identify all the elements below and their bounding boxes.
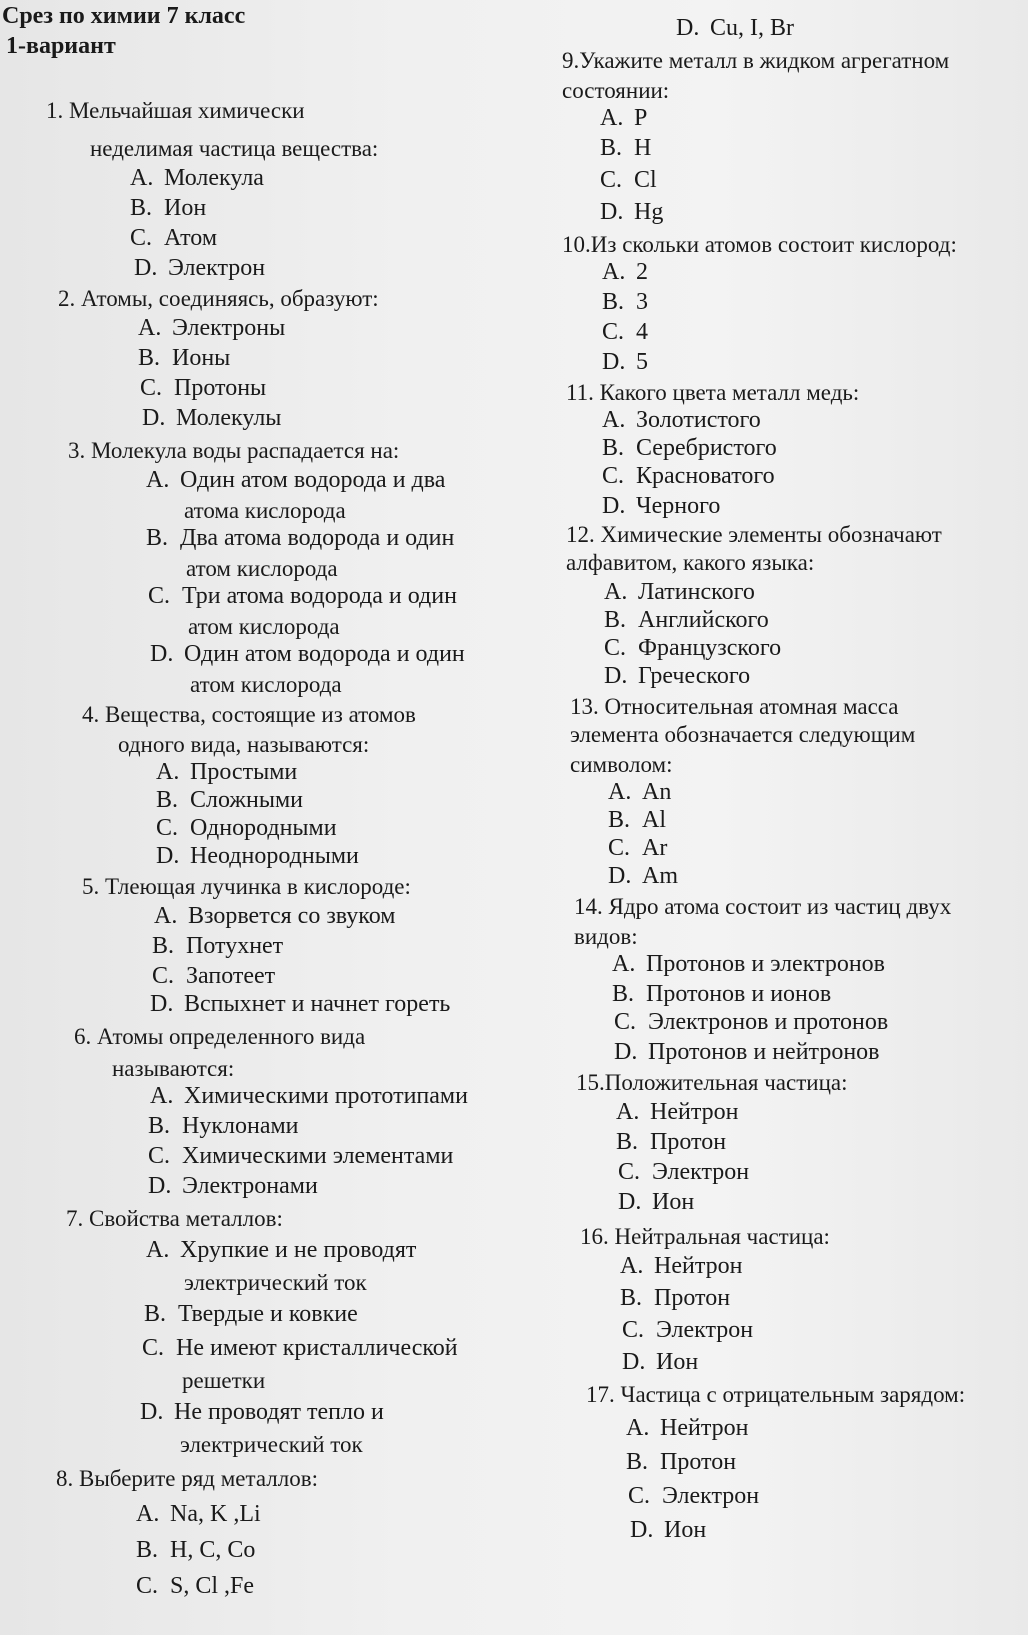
option-d[interactable] (150, 640, 465, 669)
question-text: 3. Молекула воды распадается на: (68, 438, 400, 463)
question-text: 4. Вещества, состоящие из атомов (82, 702, 416, 727)
option-letter: A. (600, 105, 624, 131)
option-letter: D. (676, 15, 700, 41)
option-d[interactable] (602, 348, 648, 377)
option-b[interactable] (156, 786, 303, 815)
option-letter: B. (626, 1449, 649, 1475)
option-text-cont: атом кислорода (186, 556, 338, 581)
question-text-cont: одного вида, называются: (118, 732, 370, 757)
option-text: Электрон (662, 1483, 760, 1509)
option-letter: A. (146, 1237, 170, 1263)
option-text: Электронами (182, 1173, 318, 1199)
option-text: Золотистого (636, 407, 761, 433)
option-text: Cu, I, Br (710, 15, 794, 41)
question-text: 9.Укажите металл в жидком агрегатном (562, 48, 950, 73)
option-b[interactable] (626, 1448, 736, 1477)
option-b[interactable] (138, 344, 230, 373)
option-letter: B. (612, 981, 635, 1007)
option-d[interactable] (134, 254, 265, 283)
option-letter: C. (130, 225, 153, 251)
option-b[interactable] (602, 288, 648, 317)
question-text: 11. Какого цвета металл медь: (566, 380, 860, 405)
option-d[interactable] (608, 862, 678, 891)
option-text: Химическими элементами (182, 1143, 454, 1169)
option-text: Na, K ,Li (170, 1501, 261, 1527)
option-text: Английского (638, 607, 769, 633)
question-text: 8. Выберите ряд металлов: (56, 1466, 318, 1491)
option-c[interactable] (604, 634, 781, 663)
option-c[interactable] (136, 1572, 254, 1601)
option-text: Серебристого (636, 435, 777, 461)
option-d[interactable] (614, 1038, 880, 1067)
option-letter: A. (620, 1253, 644, 1279)
option-text: 3 (636, 289, 648, 315)
option-letter: B. (152, 933, 175, 959)
option-a[interactable] (602, 406, 761, 435)
option-text: Протон (660, 1449, 737, 1475)
option-text: Нуклонами (182, 1113, 299, 1139)
option-text: Один атом водорода и один (184, 641, 465, 667)
option-d[interactable] (604, 662, 750, 691)
option-letter: C. (618, 1159, 641, 1185)
variant-label: 1-вариант (6, 33, 116, 59)
option-text: Вспыхнет и начнет гореть (184, 991, 451, 1017)
option-text: Протонов и электронов (646, 951, 886, 977)
option-letter: D. (600, 199, 624, 225)
option-a[interactable] (146, 466, 445, 495)
option-letter: C. (604, 635, 627, 661)
option-c[interactable] (152, 962, 275, 991)
option-letter: B. (138, 345, 161, 371)
option-text: 5 (636, 349, 648, 375)
option-letter: A. (604, 579, 628, 605)
option-text-cont: атом кислорода (190, 672, 342, 697)
option-text: Черного (636, 493, 721, 519)
option-text: H (634, 135, 652, 161)
option-letter: B. (130, 195, 153, 221)
option-letter: B. (136, 1537, 159, 1563)
option-c[interactable] (142, 1334, 458, 1363)
option-text: Атом (164, 225, 218, 251)
option-a[interactable] (626, 1414, 748, 1443)
option-letter: B. (148, 1113, 171, 1139)
option-text: Молекула (164, 165, 264, 191)
option-c[interactable] (602, 318, 648, 347)
option-text: Ион (164, 195, 207, 221)
option-letter: D. (614, 1039, 638, 1065)
option-letter: A. (154, 903, 178, 929)
question-text: 14. Ядро атома состоит из частиц двух (574, 894, 952, 919)
option-b[interactable] (600, 134, 651, 163)
option-text: Hg (634, 199, 664, 225)
option-letter: D. (140, 1399, 164, 1425)
option-letter: C. (602, 319, 625, 345)
option-d[interactable] (156, 842, 359, 871)
option-letter: B. (608, 807, 631, 833)
question-text: 10.Из скольки атомов состоит кислород: (562, 232, 957, 257)
option-text: Простыми (190, 759, 298, 785)
option-c[interactable] (602, 462, 775, 491)
option-text: Твердые и ковкие (178, 1301, 358, 1327)
option-b[interactable] (136, 1536, 255, 1565)
option-letter: D. (602, 493, 626, 519)
option-letter: D. (150, 991, 174, 1017)
option-text: Электрон (652, 1159, 750, 1185)
option-letter: B. (616, 1129, 639, 1155)
option-letter: D. (602, 349, 626, 375)
question-text: 15.Положительная частица: (576, 1070, 848, 1095)
option-text: Два атома водорода и один (180, 525, 455, 551)
option-text: Am (642, 863, 678, 889)
option-b[interactable] (144, 1300, 358, 1329)
option-b[interactable] (616, 1128, 726, 1157)
option-text: 4 (636, 319, 648, 345)
question-text: 2. Атомы, соединяясь, образуют: (58, 286, 379, 311)
option-letter: D. (150, 641, 174, 667)
option-text: Ион (656, 1349, 699, 1375)
option-letter: B. (602, 289, 625, 315)
question-text: 5. Тлеющая лучинка в кислороде: (82, 874, 411, 899)
option-d[interactable] (600, 198, 663, 227)
option-c[interactable] (614, 1008, 888, 1037)
option-a[interactable] (154, 902, 395, 931)
option-letter: D. (630, 1517, 654, 1543)
option-d[interactable] (602, 492, 720, 521)
option-letter: C. (608, 835, 631, 861)
option-letter: C. (148, 1143, 171, 1169)
option-d[interactable] (140, 1398, 384, 1427)
option-a[interactable] (146, 1236, 416, 1265)
option-text: An (642, 779, 672, 805)
option-letter: C. (142, 1335, 165, 1361)
option-letter: C. (152, 963, 175, 989)
option-b[interactable] (130, 194, 206, 223)
option-text: Молекулы (176, 405, 282, 431)
option-b[interactable] (604, 606, 769, 635)
option-text: Не проводят тепло и (174, 1399, 384, 1425)
question-text: 13. Относительная атомная масса (570, 694, 899, 719)
option-text: P (634, 105, 648, 131)
option-c[interactable] (628, 1482, 759, 1511)
option-text: Электронов и протонов (648, 1009, 889, 1035)
option-c[interactable] (622, 1316, 753, 1345)
option-c[interactable] (618, 1158, 749, 1187)
question-text-cont: алфавитом, какого языка: (566, 550, 815, 575)
option-text-cont: решетки (182, 1368, 266, 1393)
option-text: Протонов и ионов (646, 981, 832, 1007)
option-text: Один атом водорода и два (180, 467, 446, 493)
option-a[interactable] (602, 258, 648, 287)
option-a[interactable] (138, 314, 285, 343)
option-letter: A. (130, 165, 154, 191)
option-letter: A. (146, 467, 170, 493)
option-letter: B. (156, 787, 179, 813)
question-text-cont: называются: (112, 1056, 235, 1081)
option-letter: A. (608, 779, 632, 805)
option-text-cont: электрический ток (184, 1270, 367, 1295)
option-letter: D. (604, 663, 628, 689)
question-text: 6. Атомы определенного вида (74, 1024, 366, 1049)
option-text: Запотеет (186, 963, 276, 989)
option-letter: C. (136, 1573, 159, 1599)
option-text: Хрупкие и не проводят (180, 1237, 417, 1263)
option-letter: D. (608, 863, 632, 889)
option-text: H, C, Co (170, 1537, 256, 1563)
option-a[interactable] (608, 778, 671, 807)
option-text: Латинского (638, 579, 755, 605)
option-text: Французского (638, 635, 782, 661)
option-letter: A. (156, 759, 180, 785)
option-c[interactable] (600, 166, 657, 195)
question-text: 17. Частица с отрицательным зарядом: (586, 1382, 966, 1407)
option-text: Ион (664, 1517, 707, 1543)
option-letter: D. (142, 405, 166, 431)
question-text-cont: символом: (570, 752, 673, 777)
option-a[interactable] (616, 1098, 738, 1127)
option-text: Нейтрон (650, 1099, 739, 1125)
option-text: Al (642, 807, 666, 833)
option-text: Сложными (190, 787, 303, 813)
option-text: Протонов и нейтронов (648, 1039, 880, 1065)
question-text-cont: видов: (574, 924, 638, 949)
question-text: 16. Нейтральная частица: (580, 1224, 830, 1249)
option-letter: B. (600, 135, 623, 161)
option-letter: A. (612, 951, 636, 977)
option-letter: A. (150, 1083, 174, 1109)
option-d[interactable] (630, 1516, 706, 1545)
option-text-cont: атома кислорода (184, 498, 346, 523)
option-letter: A. (602, 259, 626, 285)
option-a[interactable] (612, 950, 885, 979)
option-text: Нейтрон (654, 1253, 743, 1279)
question-text-cont: состоянии: (562, 78, 670, 103)
page-title: Срез по химии 7 класс (2, 3, 246, 29)
option-letter: D. (156, 843, 180, 869)
option-b[interactable] (148, 1112, 299, 1141)
option-a[interactable] (604, 578, 755, 607)
option-d[interactable] (142, 404, 281, 433)
option-c[interactable] (148, 582, 457, 611)
option-letter: D. (148, 1173, 172, 1199)
option-d[interactable] (148, 1172, 318, 1201)
option-letter: D. (622, 1349, 646, 1375)
option-text: Греческого (638, 663, 751, 689)
option-letter: D. (134, 255, 158, 281)
option-text: Ar (642, 835, 668, 861)
option-letter: C. (622, 1317, 645, 1343)
option-text: Ион (652, 1189, 695, 1215)
option-text: 2 (636, 259, 648, 285)
option-b[interactable] (146, 524, 454, 553)
option-letter: C. (148, 583, 171, 609)
option-c[interactable] (140, 374, 266, 403)
option-text: Химическими прототипами (184, 1083, 468, 1109)
option-text: Красноватого (636, 463, 775, 489)
option-letter: B. (604, 607, 627, 633)
option-text-cont: электрический ток (180, 1432, 363, 1457)
option-text: S, Cl ,Fe (170, 1573, 255, 1599)
option-letter: D. (618, 1189, 642, 1215)
question-text-cont: элемента обозначается следующим (570, 722, 916, 747)
option-text: Ионы (172, 345, 231, 371)
option-text: Протоны (174, 375, 267, 401)
option-a[interactable] (130, 164, 264, 193)
question-text: 7. Свойства металлов: (66, 1206, 283, 1231)
option-text: Протон (650, 1129, 727, 1155)
option-d[interactable] (622, 1348, 698, 1377)
option-letter: A. (602, 407, 626, 433)
option-letter: B. (144, 1301, 167, 1327)
option-text: Электрон (656, 1317, 754, 1343)
option-letter: B. (146, 525, 169, 551)
question-text: 1. Мельчайшая химически (46, 98, 305, 123)
option-letter: B. (620, 1285, 643, 1311)
option-letter: C. (156, 815, 179, 841)
option-text: Cl (634, 167, 657, 193)
option-letter: A. (136, 1501, 160, 1527)
option-letter: A. (626, 1415, 650, 1441)
option-c[interactable] (608, 834, 667, 863)
option-letter: B. (602, 435, 625, 461)
option-a[interactable] (136, 1500, 261, 1529)
option-letter: C. (614, 1009, 637, 1035)
option-text: Нейтрон (660, 1415, 749, 1441)
option-a[interactable] (620, 1252, 742, 1281)
option-text: Не имеют кристаллической (176, 1335, 458, 1361)
option-b[interactable] (602, 434, 777, 463)
option-text: Электроны (172, 315, 286, 341)
option-b[interactable] (620, 1284, 730, 1313)
option-b[interactable] (612, 980, 831, 1009)
option-letter: C. (600, 167, 623, 193)
option-a[interactable] (156, 758, 297, 787)
option-letter: A. (616, 1099, 640, 1125)
option-b[interactable] (608, 806, 666, 835)
option-text: Три атома водорода и один (182, 583, 457, 609)
option-c[interactable] (130, 224, 217, 253)
option-text: Протон (654, 1285, 731, 1311)
option-letter: A. (138, 315, 162, 341)
option-text: Неоднородными (190, 843, 359, 869)
question-text: 12. Химические элементы обозначают (566, 522, 942, 547)
question-text-cont: неделимая частица вещества: (90, 136, 379, 161)
option-d[interactable] (618, 1188, 694, 1217)
option-text: Электрон (168, 255, 266, 281)
question-8-option-d[interactable] (676, 14, 794, 43)
option-b[interactable] (152, 932, 283, 961)
option-c[interactable] (148, 1142, 453, 1171)
option-text: Взорвется со звуком (188, 903, 396, 929)
option-letter: C. (140, 375, 163, 401)
option-letter: C. (602, 463, 625, 489)
option-text: Потухнет (186, 933, 284, 959)
option-a[interactable] (150, 1082, 468, 1111)
option-c[interactable] (156, 814, 337, 843)
option-a[interactable] (600, 104, 647, 133)
option-letter: C. (628, 1483, 651, 1509)
option-text-cont: атом кислорода (188, 614, 340, 639)
option-d[interactable] (150, 990, 450, 1019)
option-text: Однородными (190, 815, 337, 841)
